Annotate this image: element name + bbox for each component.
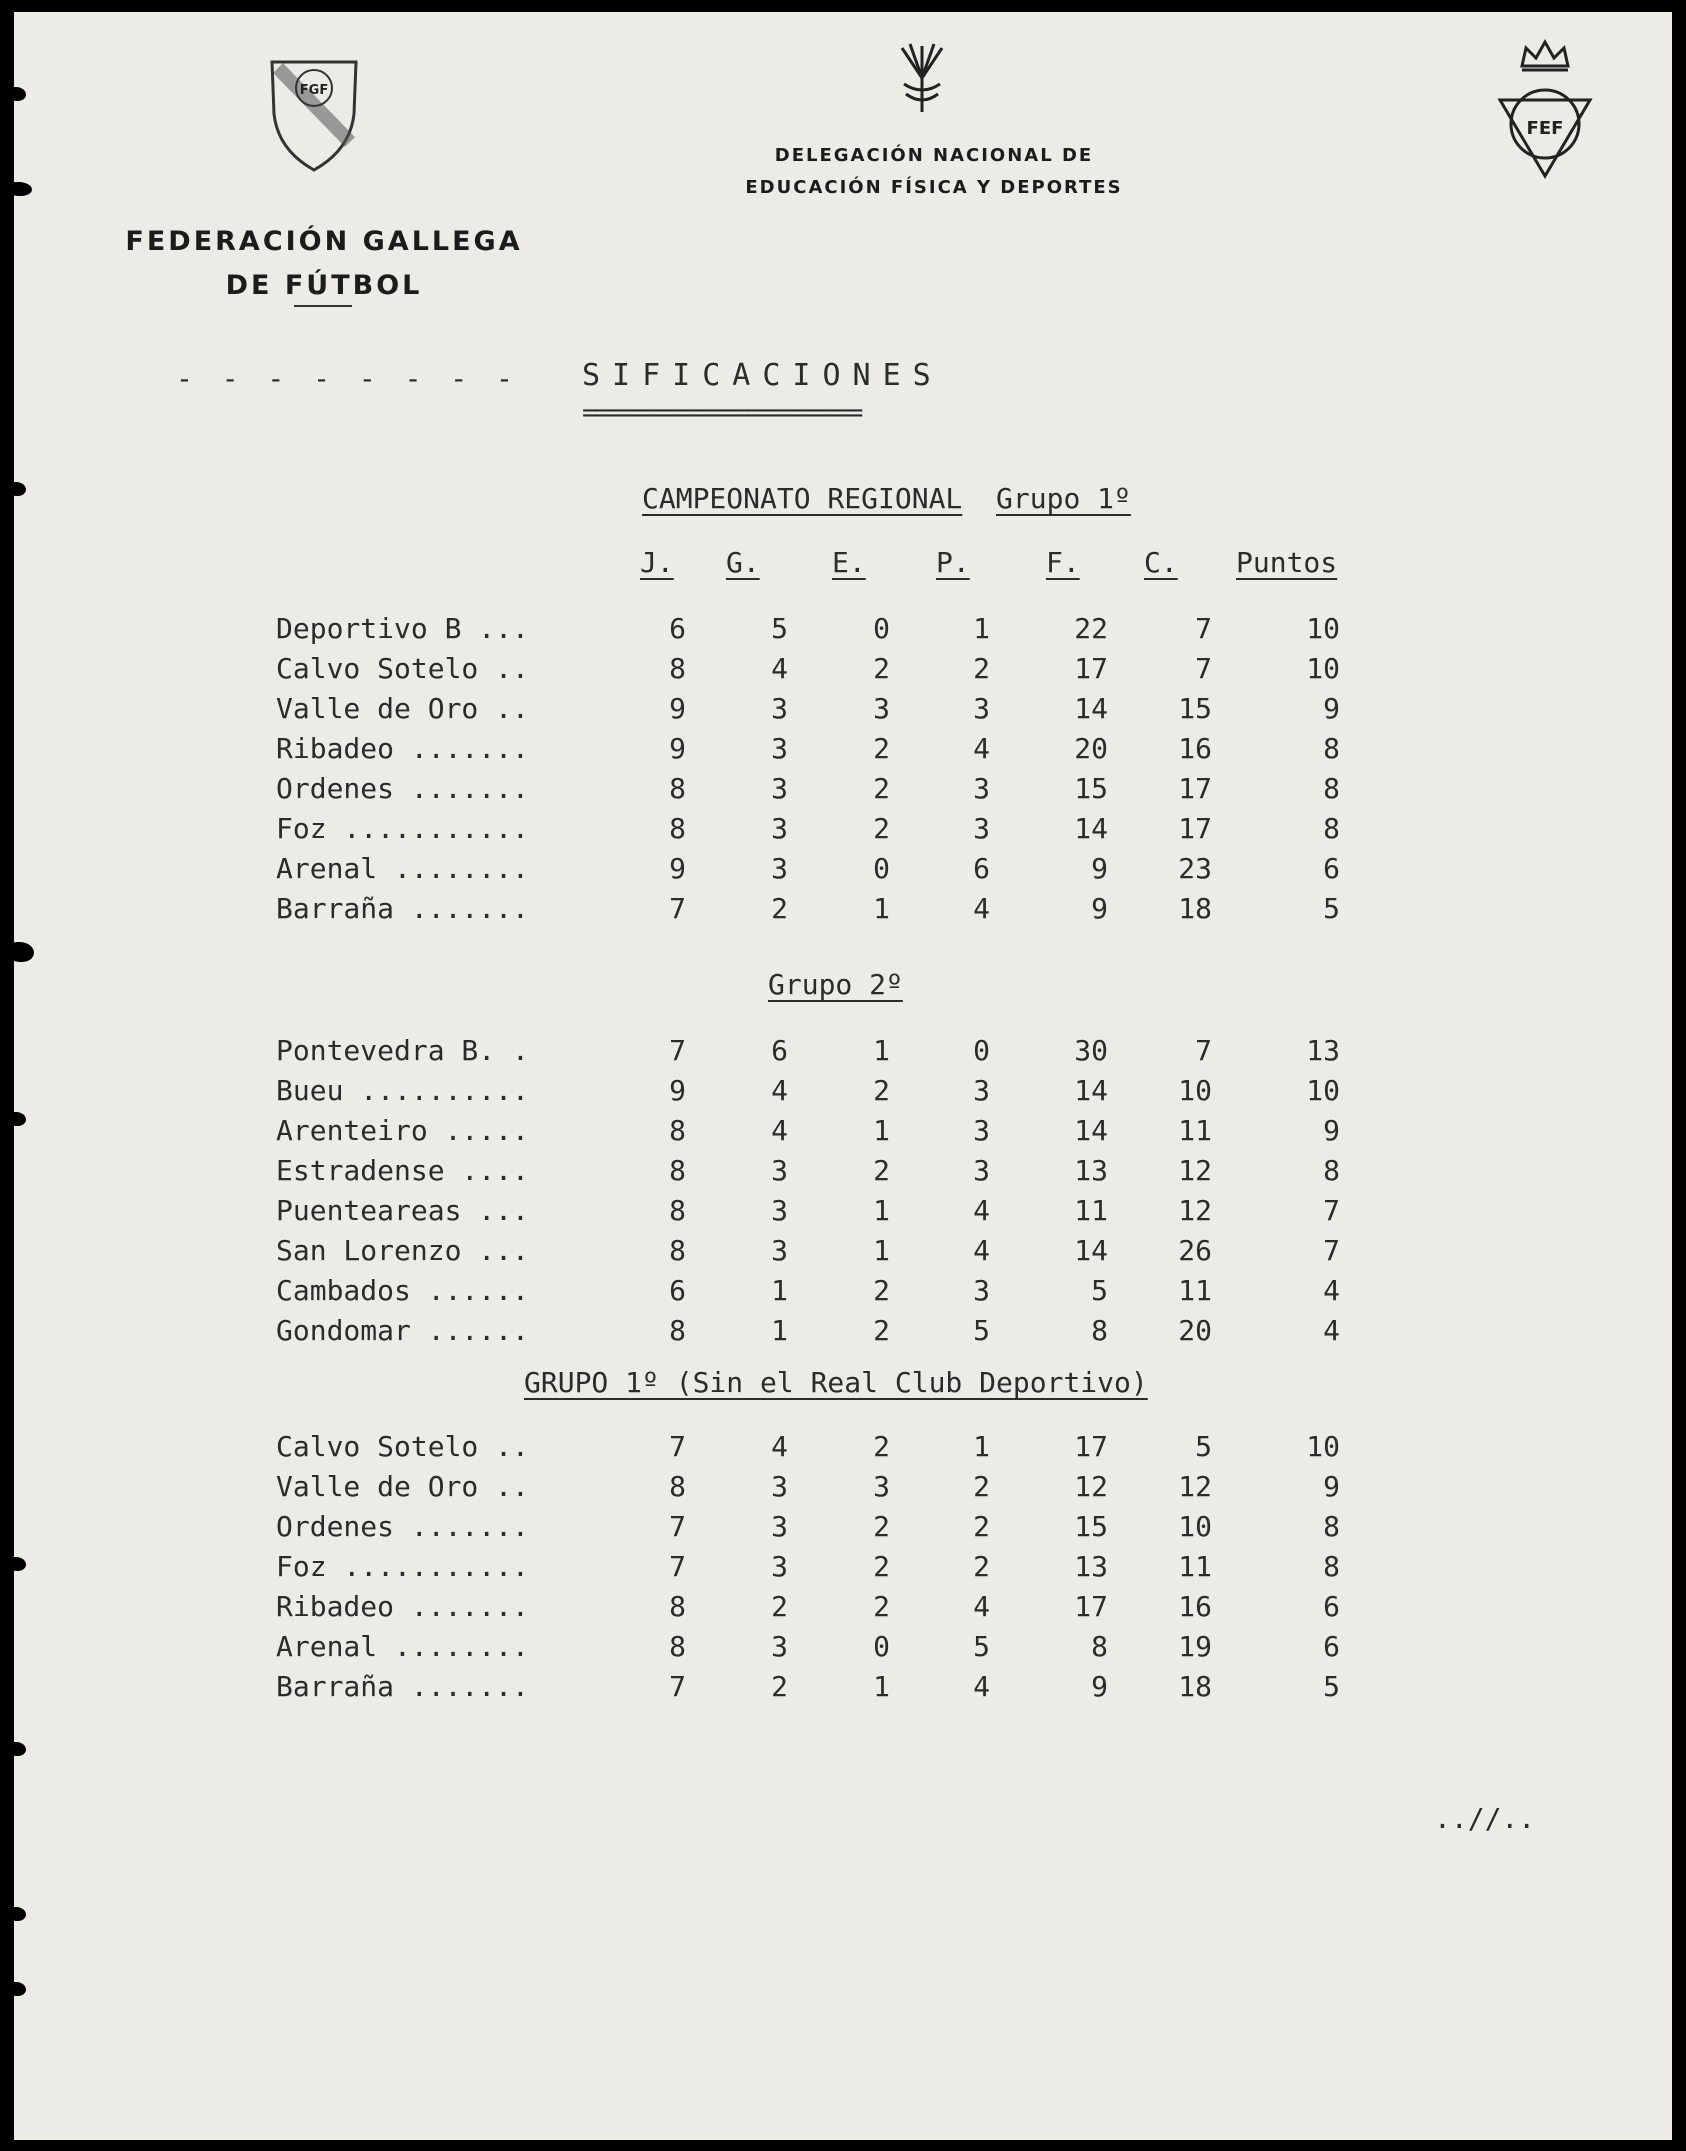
delegation-name — [704, 140, 1164, 204]
stat-cell: 4 — [973, 732, 990, 765]
team-name: Arenal ........ — [276, 852, 529, 885]
stat-cell: 3 — [771, 692, 788, 725]
stat-cell: 2 — [873, 1430, 890, 1463]
stat-cell: 19 — [1178, 1630, 1212, 1663]
stat-cell: 5 — [1323, 1670, 1340, 1703]
stat-cell: 3 — [771, 1194, 788, 1227]
stat-cell: 4 — [973, 1590, 990, 1623]
stat-cell: 6 — [669, 1274, 686, 1307]
document-page — [14, 12, 1672, 2140]
stat-cell: 17 — [1074, 652, 1108, 685]
team-name: Deportivo B ... — [276, 612, 529, 645]
team-name: Foz ........... — [276, 812, 529, 845]
team-name: Foz ........... — [276, 1550, 529, 1583]
stat-cell: 22 — [1074, 612, 1108, 645]
table-row — [276, 732, 1376, 772]
stat-cell: 6 — [771, 1034, 788, 1067]
stat-cell: 2 — [973, 652, 990, 685]
stat-cell: 8 — [669, 1470, 686, 1503]
stat-cell: 4 — [973, 1234, 990, 1267]
stat-cell: 7 — [1323, 1234, 1340, 1267]
title-double-underline: ====================== — [582, 398, 861, 428]
team-name: Valle de Oro .. — [276, 692, 529, 725]
stat-cell: 20 — [1178, 1314, 1212, 1347]
stat-cell: 5 — [1091, 1274, 1108, 1307]
stat-cell: 9 — [1091, 1670, 1108, 1703]
stat-cell: 2 — [873, 1074, 890, 1107]
stat-cell: 9 — [1323, 692, 1340, 725]
stat-cell: 8 — [1323, 772, 1340, 805]
stat-cell: 14 — [1074, 1234, 1108, 1267]
stat-cell: 4 — [1323, 1314, 1340, 1347]
stat-cell: 4 — [973, 1670, 990, 1703]
table-row — [276, 1074, 1376, 1114]
stat-cell: 7 — [669, 1550, 686, 1583]
table-row — [276, 1274, 1376, 1314]
stat-cell: 15 — [1074, 1510, 1108, 1543]
torn-edge-mark — [14, 482, 26, 496]
stat-cell: 7 — [669, 1510, 686, 1543]
table-row — [276, 652, 1376, 692]
stat-cell: 15 — [1074, 772, 1108, 805]
stat-cell: 8 — [1323, 812, 1340, 845]
table-row — [276, 1154, 1376, 1194]
stat-cell: 8 — [669, 772, 686, 805]
stat-cell: 2 — [873, 1154, 890, 1187]
group-1-without-deportivo-heading: GRUPO 1º (Sin el Real Club Deportivo) — [524, 1366, 1148, 1399]
torn-edge-mark — [14, 182, 32, 196]
stat-cell: 8 — [669, 1154, 686, 1187]
stat-cell: 8 — [669, 652, 686, 685]
table-row — [276, 1550, 1376, 1590]
stat-cell: 8 — [669, 1630, 686, 1663]
team-name: Ordenes ....... — [276, 772, 529, 805]
stat-cell: 3 — [973, 1154, 990, 1187]
table-row — [276, 892, 1376, 932]
stat-cell: 3 — [771, 732, 788, 765]
stat-cell: 10 — [1306, 1074, 1340, 1107]
stat-cell: 4 — [973, 1194, 990, 1227]
stat-cell: 13 — [1306, 1034, 1340, 1067]
stat-cell: 8 — [669, 812, 686, 845]
stat-cell: 9 — [669, 1074, 686, 1107]
stat-cell: 10 — [1306, 612, 1340, 645]
stat-cell: 6 — [1323, 1630, 1340, 1663]
stat-cell: 1 — [873, 1114, 890, 1147]
table-row — [276, 1630, 1376, 1670]
stat-cell: 3 — [873, 692, 890, 725]
stat-cell: 8 — [669, 1234, 686, 1267]
page-title: SIFICACIONES — [582, 358, 943, 393]
stat-cell: 0 — [873, 612, 890, 645]
team-name: Calvo Sotelo .. — [276, 1430, 529, 1463]
stat-cell: 2 — [771, 1670, 788, 1703]
stat-cell: 14 — [1074, 812, 1108, 845]
stat-cell: 7 — [669, 1034, 686, 1067]
column-header-p: P. — [936, 546, 970, 579]
stat-cell: 9 — [1091, 892, 1108, 925]
stat-cell: 14 — [1074, 1114, 1108, 1147]
stat-cell: 26 — [1178, 1234, 1212, 1267]
stat-cell: 8 — [1323, 1510, 1340, 1543]
stat-cell: 11 — [1074, 1194, 1108, 1227]
column-header-g: G. — [726, 546, 760, 579]
table-row — [276, 812, 1376, 852]
table-row — [276, 1590, 1376, 1630]
stat-cell: 3 — [973, 812, 990, 845]
stat-cell: 9 — [669, 692, 686, 725]
table-row — [276, 1670, 1376, 1710]
group-1-heading — [642, 482, 1131, 515]
stat-cell: 7 — [669, 1430, 686, 1463]
stat-cell: 2 — [873, 652, 890, 685]
title-dashes: - - - - - - - - — [176, 362, 519, 395]
stat-cell: 9 — [669, 732, 686, 765]
table-row — [276, 1430, 1376, 1470]
stat-cell: 2 — [771, 1590, 788, 1623]
table-row — [276, 1114, 1376, 1154]
federation-name-line1: FEDERACIÓN GALLEGA — [125, 226, 523, 257]
stat-cell: 4 — [973, 892, 990, 925]
stat-cell: 1 — [771, 1314, 788, 1347]
team-name: Arenteiro ..... — [276, 1114, 529, 1147]
team-name: San Lorenzo ... — [276, 1234, 529, 1267]
stat-cell: 3 — [973, 692, 990, 725]
table-row — [276, 1194, 1376, 1234]
torn-edge-mark — [14, 1982, 26, 1996]
stat-cell: 1 — [973, 1430, 990, 1463]
stat-cell: 10 — [1178, 1510, 1212, 1543]
svg-text:FGF: FGF — [299, 83, 329, 98]
stat-cell: 4 — [1323, 1274, 1340, 1307]
stat-cell: 2 — [873, 772, 890, 805]
stat-cell: 17 — [1074, 1430, 1108, 1463]
table-row — [276, 1510, 1376, 1550]
column-header-puntos: Puntos — [1236, 546, 1338, 579]
table-row — [276, 1470, 1376, 1510]
stat-cell: 3 — [771, 852, 788, 885]
stat-cell: 8 — [1091, 1630, 1108, 1663]
stat-cell: 9 — [669, 852, 686, 885]
stat-cell: 8 — [669, 1590, 686, 1623]
stat-cell: 18 — [1178, 1670, 1212, 1703]
continuation-mark: ..//.. — [1434, 1802, 1536, 1835]
delegation-name-line2: EDUCACIÓN FÍSICA Y DEPORTES — [745, 177, 1123, 198]
group-label: Grupo 1º — [996, 482, 1131, 515]
team-name: Barraña ....... — [276, 892, 529, 925]
stat-cell: 11 — [1178, 1114, 1212, 1147]
team-name: Ordenes ....... — [276, 1510, 529, 1543]
group-2-heading: Grupo 2º — [768, 968, 903, 1001]
team-name: Barraña ....... — [276, 1670, 529, 1703]
torn-edge-mark — [14, 942, 34, 962]
stat-cell: 3 — [973, 1274, 990, 1307]
column-header-j: J. — [640, 546, 674, 579]
stat-cell: 6 — [1323, 852, 1340, 885]
stat-cell: 13 — [1074, 1154, 1108, 1187]
torn-edge-mark — [14, 1907, 26, 1921]
stat-cell: 6 — [1323, 1590, 1340, 1623]
stat-cell: 3 — [973, 772, 990, 805]
stat-cell: 8 — [1091, 1314, 1108, 1347]
championship-label: CAMPEONATO REGIONAL — [642, 482, 963, 515]
stat-cell: 12 — [1178, 1154, 1212, 1187]
stat-cell: 9 — [1091, 852, 1108, 885]
column-header-c: C. — [1144, 546, 1178, 579]
stat-cell: 1 — [771, 1274, 788, 1307]
torn-edge-mark — [14, 1112, 26, 1126]
stat-cell: 6 — [973, 852, 990, 885]
team-name: Ribadeo ....... — [276, 1590, 529, 1623]
stat-cell: 9 — [1323, 1114, 1340, 1147]
stat-cell: 17 — [1178, 812, 1212, 845]
stat-cell: 3 — [771, 772, 788, 805]
stat-cell: 10 — [1178, 1074, 1212, 1107]
stat-cell: 5 — [771, 612, 788, 645]
stat-cell: 3 — [771, 1550, 788, 1583]
torn-edge-mark — [14, 1557, 26, 1571]
stat-cell: 12 — [1178, 1194, 1212, 1227]
stat-cell: 9 — [1323, 1470, 1340, 1503]
team-name: Estradense .... — [276, 1154, 529, 1187]
stat-cell: 2 — [873, 1314, 890, 1347]
stat-cell: 2 — [873, 1550, 890, 1583]
team-name: Arenal ........ — [276, 1630, 529, 1663]
stat-cell: 8 — [1323, 1550, 1340, 1583]
delegation-name-line1: DELEGACIÓN NACIONAL DE — [774, 145, 1094, 166]
stat-cell: 7 — [669, 892, 686, 925]
stat-cell: 1 — [873, 1194, 890, 1227]
table-row — [276, 1234, 1376, 1274]
stat-cell: 14 — [1074, 692, 1108, 725]
stat-cell: 16 — [1178, 732, 1212, 765]
stat-cell: 8 — [669, 1314, 686, 1347]
spanish-football-federation-emblem-icon — [1492, 36, 1598, 186]
stat-cell: 2 — [771, 892, 788, 925]
stat-cell: 0 — [873, 1630, 890, 1663]
stat-cell: 3 — [973, 1074, 990, 1107]
column-header-f: F. — [1046, 546, 1080, 579]
stat-cell: 5 — [1323, 892, 1340, 925]
stat-cell: 3 — [973, 1114, 990, 1147]
stat-cell: 2 — [873, 812, 890, 845]
stat-cell: 1 — [873, 1670, 890, 1703]
stat-cell: 1 — [873, 892, 890, 925]
stat-cell: 0 — [973, 1034, 990, 1067]
team-name: Gondomar ...... — [276, 1314, 529, 1347]
stat-cell: 7 — [669, 1670, 686, 1703]
stat-cell: 0 — [873, 852, 890, 885]
stat-cell: 3 — [771, 1154, 788, 1187]
stat-cell: 7 — [1323, 1194, 1340, 1227]
stat-cell: 2 — [873, 1510, 890, 1543]
stat-cell: 12 — [1074, 1470, 1108, 1503]
stat-cell: 1 — [973, 612, 990, 645]
stat-cell: 10 — [1306, 1430, 1340, 1463]
stat-cell: 8 — [669, 1194, 686, 1227]
stat-cell: 5 — [973, 1314, 990, 1347]
team-name: Bueu .......... — [276, 1074, 529, 1107]
stat-cell: 20 — [1074, 732, 1108, 765]
stat-cell: 11 — [1178, 1274, 1212, 1307]
stat-cell: 13 — [1074, 1550, 1108, 1583]
team-name: Cambados ...... — [276, 1274, 529, 1307]
stat-cell: 3 — [771, 1510, 788, 1543]
stat-cell: 5 — [973, 1630, 990, 1663]
yoke-and-arrows-emblem-icon — [892, 38, 952, 120]
stat-cell: 3 — [873, 1470, 890, 1503]
team-name: Pontevedra B. . — [276, 1034, 529, 1067]
stat-cell: 2 — [973, 1470, 990, 1503]
table-row — [276, 612, 1376, 652]
torn-edge-mark — [14, 1742, 26, 1756]
stat-cell: 7 — [1195, 612, 1212, 645]
federation-crest-icon — [266, 54, 362, 176]
stat-cell: 17 — [1074, 1590, 1108, 1623]
federation-underline — [294, 305, 352, 307]
team-name: Calvo Sotelo .. — [276, 652, 529, 685]
stat-cell: 4 — [771, 1430, 788, 1463]
stat-cell: 16 — [1178, 1590, 1212, 1623]
stat-cell: 8 — [669, 1114, 686, 1147]
stat-cell: 8 — [1323, 732, 1340, 765]
stat-cell: 3 — [771, 1630, 788, 1663]
stat-cell: 4 — [771, 1114, 788, 1147]
column-header-e: E. — [832, 546, 866, 579]
table-row — [276, 852, 1376, 892]
stat-cell: 1 — [873, 1034, 890, 1067]
svg-text:FEF: FEF — [1526, 118, 1564, 139]
stat-cell: 10 — [1306, 652, 1340, 685]
federation-name-line2: DE FÚTBOL — [225, 270, 423, 301]
stat-cell: 4 — [771, 652, 788, 685]
stat-cell: 23 — [1178, 852, 1212, 885]
stat-cell: 3 — [771, 1234, 788, 1267]
stat-cell: 2 — [873, 732, 890, 765]
stat-cell: 7 — [1195, 652, 1212, 685]
stat-cell: 2 — [973, 1550, 990, 1583]
table-row — [276, 692, 1376, 732]
stat-cell: 8 — [1323, 1154, 1340, 1187]
stat-cell: 30 — [1074, 1034, 1108, 1067]
federation-name — [104, 220, 544, 308]
stat-cell: 3 — [771, 812, 788, 845]
torn-edge-mark — [14, 87, 26, 101]
stat-cell: 2 — [973, 1510, 990, 1543]
stat-cell: 15 — [1178, 692, 1212, 725]
stat-cell: 12 — [1178, 1470, 1212, 1503]
stat-cell: 6 — [669, 612, 686, 645]
stat-cell: 17 — [1178, 772, 1212, 805]
table-row — [276, 1034, 1376, 1074]
stat-cell: 3 — [771, 1470, 788, 1503]
table-row — [276, 772, 1376, 812]
stat-cell: 11 — [1178, 1550, 1212, 1583]
stat-cell: 2 — [873, 1590, 890, 1623]
team-name: Ribadeo ....... — [276, 732, 529, 765]
stat-cell: 14 — [1074, 1074, 1108, 1107]
team-name: Puenteareas ... — [276, 1194, 529, 1227]
table-row — [276, 1314, 1376, 1354]
stat-cell: 7 — [1195, 1034, 1212, 1067]
stat-cell: 2 — [873, 1274, 890, 1307]
team-name: Valle de Oro .. — [276, 1470, 529, 1503]
stat-cell: 4 — [771, 1074, 788, 1107]
stat-cell: 5 — [1195, 1430, 1212, 1463]
stat-cell: 1 — [873, 1234, 890, 1267]
stat-cell: 18 — [1178, 892, 1212, 925]
